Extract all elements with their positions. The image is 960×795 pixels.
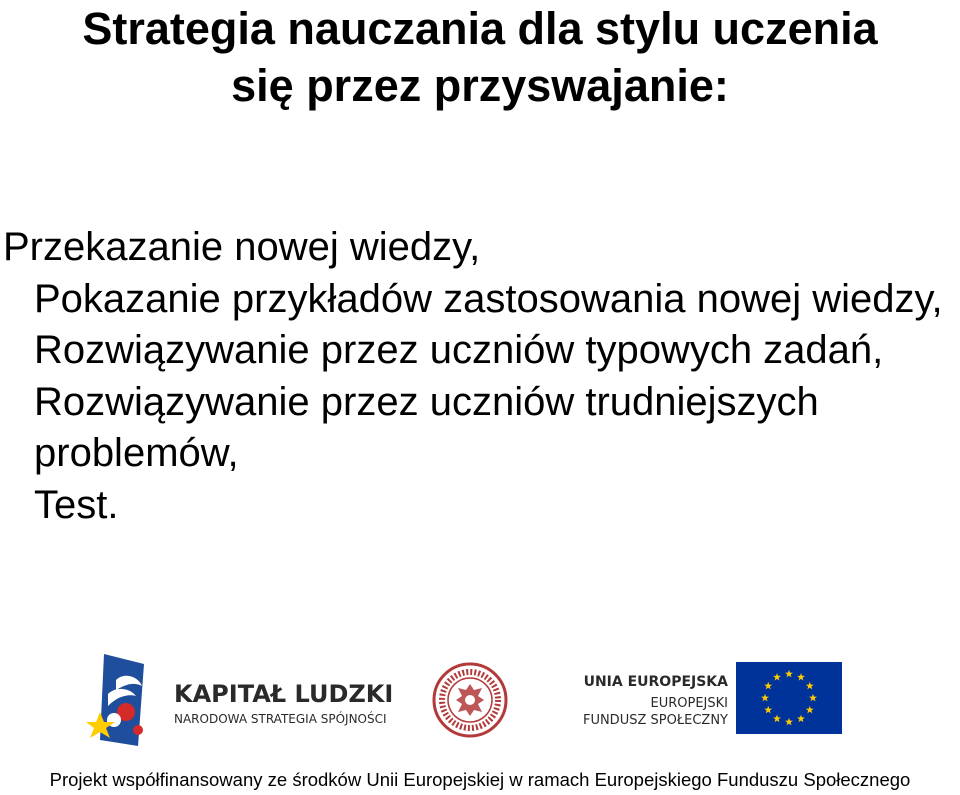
title-line-2: się przez przyswajanie:	[231, 60, 729, 111]
strategy-list	[3, 222, 958, 531]
university-seal-logo	[432, 662, 508, 738]
list-item: Test.	[34, 482, 119, 527]
kapital-ludzki-emblem-icon	[86, 650, 156, 750]
list-item: Przekazanie nowej wiedzy,	[3, 225, 481, 269]
kapital-ludzki-logo	[86, 650, 394, 750]
eu-flag-icon	[736, 662, 842, 734]
list-item: Rozwiązywanie przez uczniów typowych zadań,	[34, 328, 884, 372]
footer-note: Projekt współfinansowany ze środków Unii Europejskiej w ramach Europejskiego Funduszu Społecznego	[49, 769, 911, 790]
list-item: Rozwiązywanie przez uczniów trudniejszych problemów,	[34, 379, 819, 475]
list-item: Pokazanie przykładów zastosowania nowej wiedzy,	[34, 276, 943, 321]
eu-name: UNIA EUROPEJSKA	[583, 674, 728, 690]
page-title	[0, 0, 960, 114]
eu-fund-line-1: EUROPEJSKI	[650, 696, 728, 711]
logo-bar	[0, 645, 960, 755]
kapital-ludzki-name: KAPITAŁ LUDZKI	[174, 680, 394, 708]
university-seal-icon	[432, 662, 508, 738]
title-line-1: Strategia nauczania dla stylu uczenia	[82, 3, 878, 54]
kapital-ludzki-tagline: NARODOWA STRATEGIA SPÓJNOŚCI	[174, 712, 387, 726]
eu-fund-line-2: FUNDUSZ SPOŁECZNY	[582, 713, 728, 728]
eu-efs-logo	[560, 660, 850, 740]
